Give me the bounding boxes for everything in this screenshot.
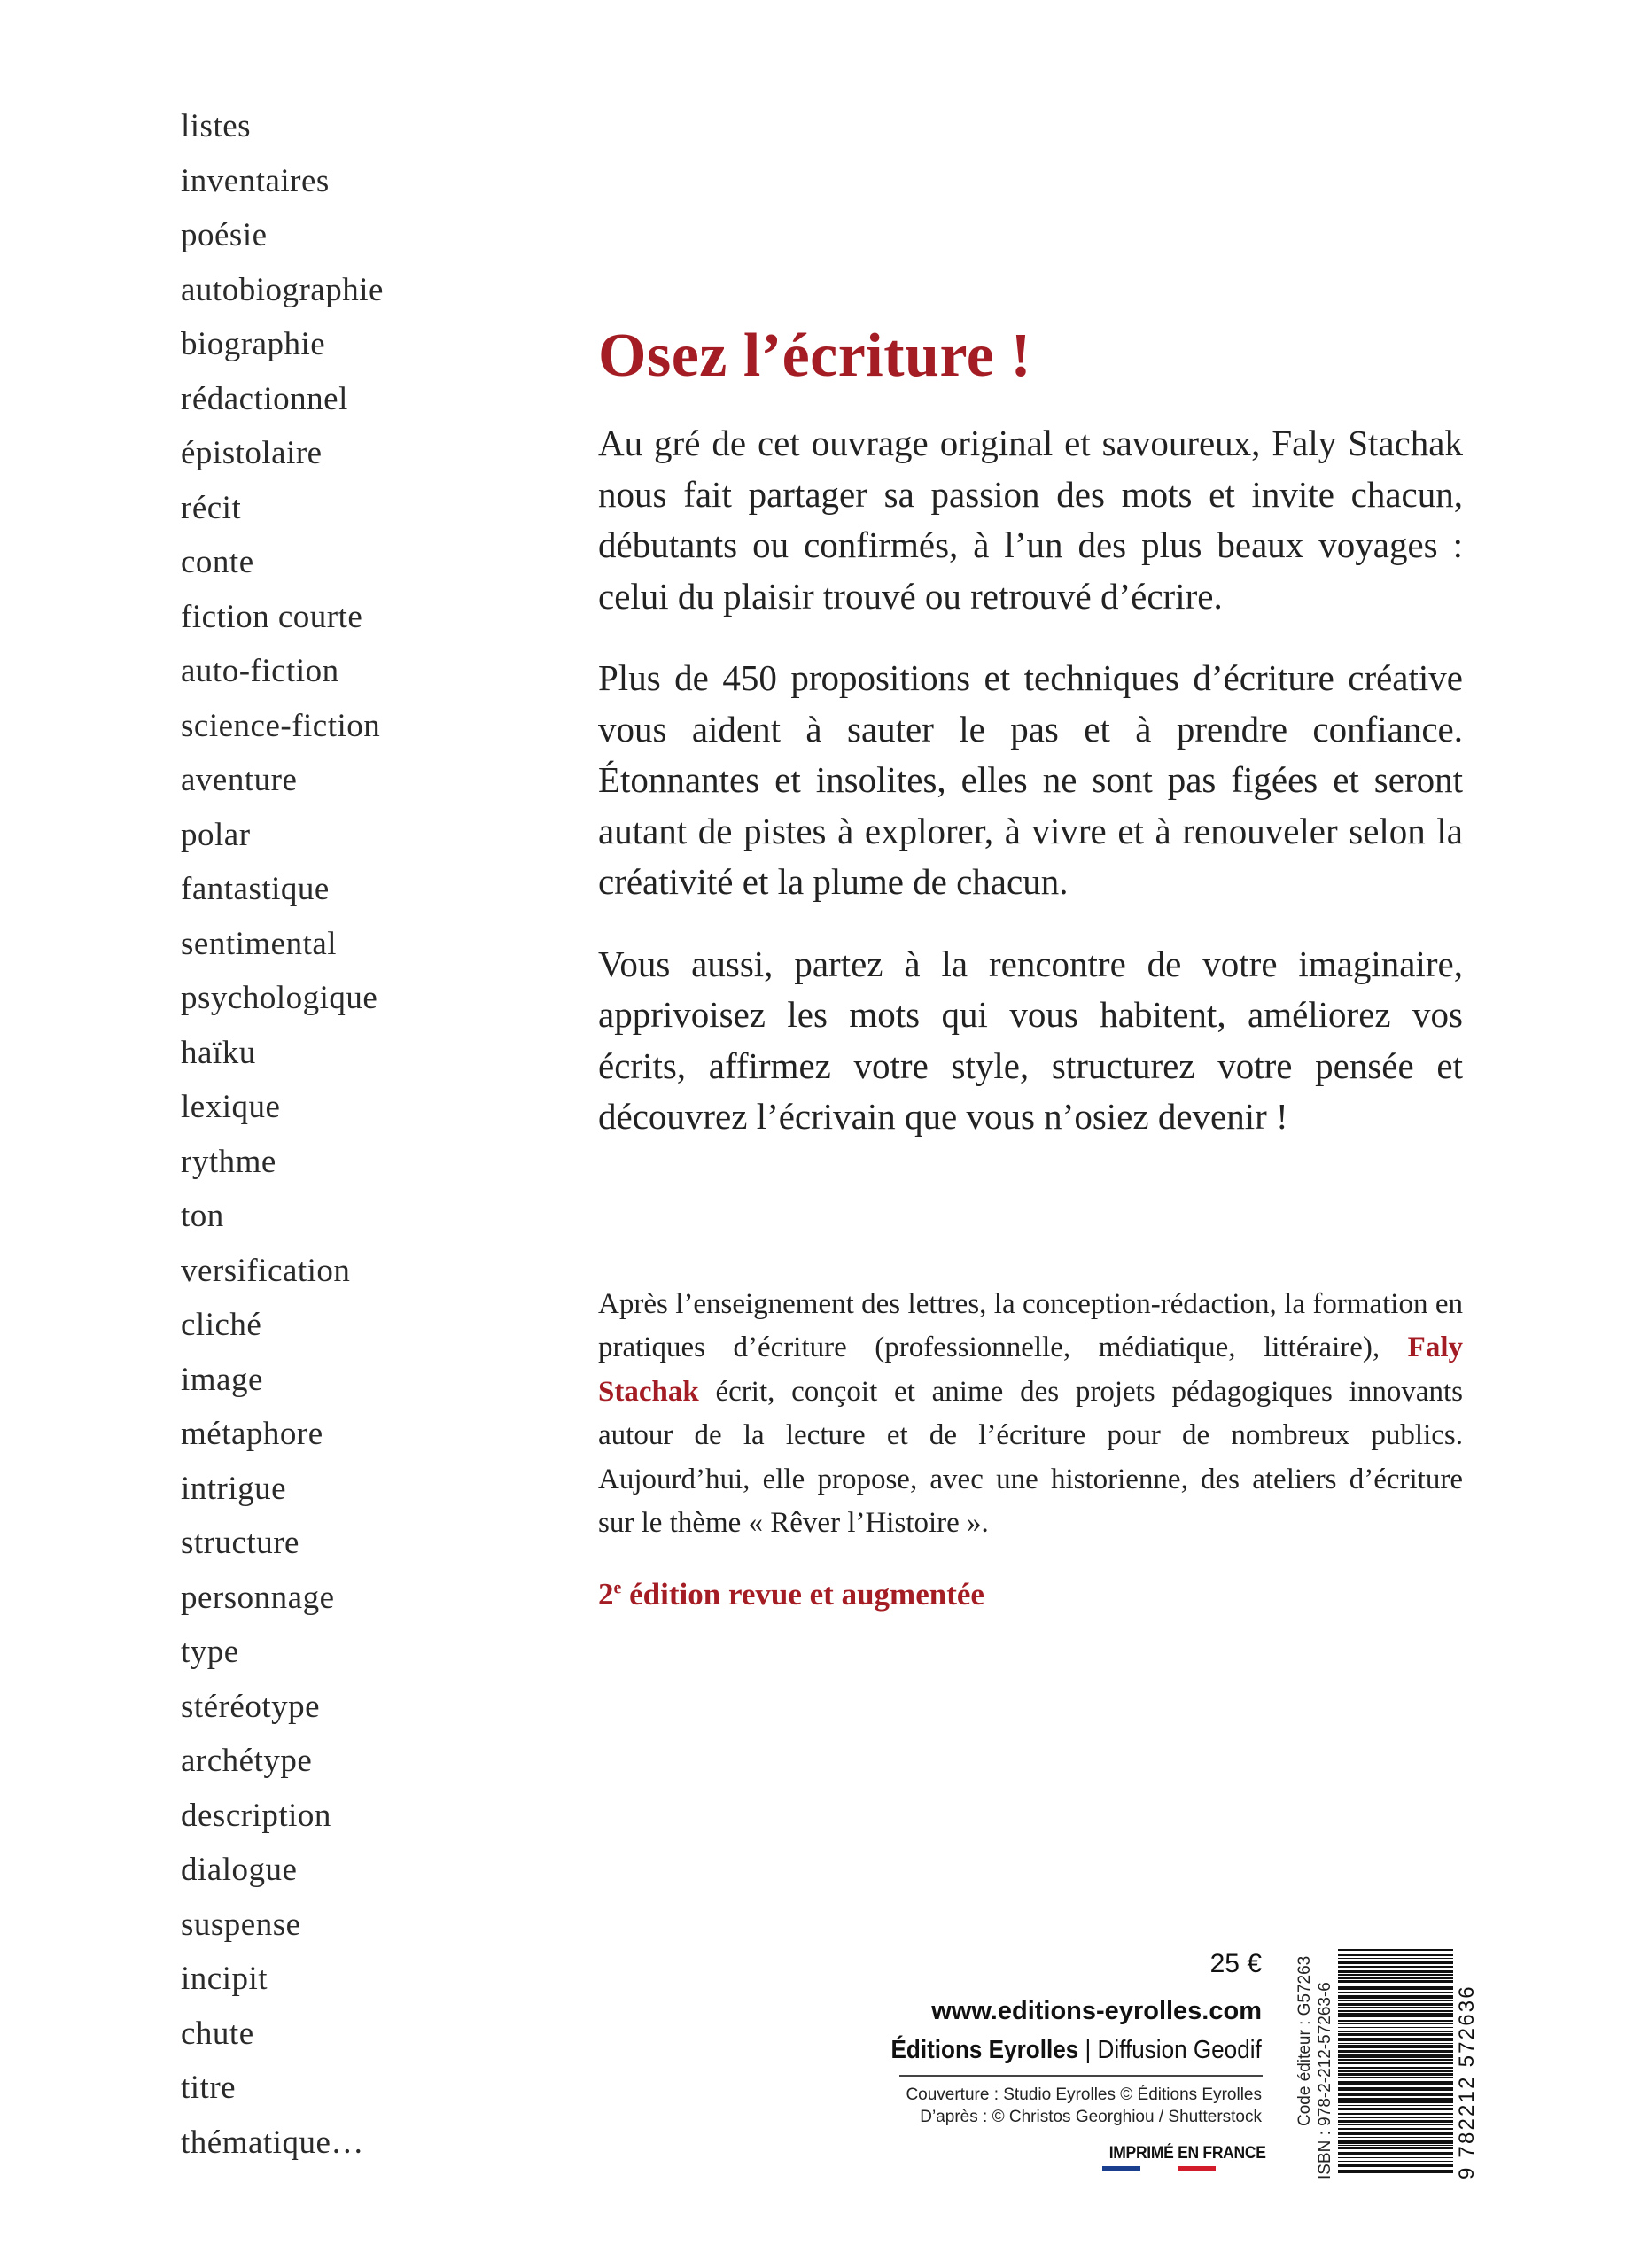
keyword-item: récit: [181, 489, 242, 526]
keyword-item: rythme: [181, 1143, 276, 1180]
keyword-item: conte: [181, 544, 254, 580]
keyword-item: autobiographie: [181, 271, 384, 308]
barcode-bar: [1338, 2070, 1453, 2072]
keyword-item: description: [181, 1797, 331, 1834]
barcode-bar: [1338, 2027, 1453, 2028]
barcode-bar: [1338, 1995, 1453, 1999]
barcode-bar: [1338, 1961, 1453, 1964]
barcode-bar: [1338, 2043, 1453, 2044]
barcode-bar: [1338, 1954, 1453, 1956]
keyword-item: épistolaire: [181, 435, 323, 471]
keyword-item: polar: [181, 816, 251, 853]
keyword-item: métaphore: [181, 1416, 323, 1452]
barcode-bar: [1338, 2045, 1453, 2047]
edition-text: édition revue et augmentée: [621, 1576, 984, 1612]
isbn-label: ISBN : 978-2-212-57263-6: [1316, 1982, 1334, 2179]
flag-white-band: [1140, 2166, 1178, 2171]
publisher-code: Code éditeur : G57263: [1295, 1955, 1314, 2126]
barcode-bar: [1338, 2067, 1453, 2069]
keyword-item: versification: [181, 1252, 351, 1289]
keyword-item: fiction courte: [181, 598, 363, 635]
keyword-item: personnage: [181, 1579, 335, 1616]
barcode-bar: [1338, 2093, 1453, 2096]
barcode-bar: [1338, 2087, 1453, 2091]
barcode-bar: [1338, 1966, 1453, 1968]
barcode-bar: [1338, 1980, 1453, 1983]
barcode-bar: [1338, 2033, 1453, 2036]
bio-text-after: écrit, conçoit et anime des projets pédagogiques innovants autour de la lecture et de l’écriture pour de nombreux publics. Aujourd’hui, elle propose, avec une historienne, des ateliers d’écriture sur le thème « Rêver l’Histoire ».: [598, 1375, 1463, 1539]
barcode-bar: [1338, 2128, 1453, 2130]
french-flag-icon: [1102, 2166, 1216, 2171]
keyword-item: chute: [181, 2015, 254, 2052]
barcode-bar: [1338, 2145, 1453, 2146]
publisher-separator: |: [1078, 2036, 1098, 2064]
keyword-item: cliché: [181, 1307, 262, 1343]
barcode-bar: [1338, 2147, 1453, 2149]
distributor-name: Diffusion Geodif: [1097, 2036, 1262, 2064]
barcode-bar: [1338, 2003, 1453, 2006]
barcode-bar: [1338, 2117, 1453, 2118]
credit-line-2: D’après : © Christos Georghiou / Shutterstock: [920, 2108, 1262, 2126]
price: 25 €: [1209, 1949, 1262, 1978]
keyword-item: fantastique: [181, 871, 330, 907]
author-name: Faly Stachak: [598, 1332, 1463, 1408]
keyword-item: sentimental: [181, 925, 338, 962]
barcode-bar: [1338, 1974, 1453, 1976]
publisher-website: www.editions-eyrolles.com: [931, 1997, 1262, 2025]
barcode-bar: [1338, 2164, 1453, 2167]
keyword-item: suspense: [181, 1906, 301, 1943]
barcode-bar: [1338, 1970, 1453, 1973]
keyword-item: haïku: [181, 1034, 256, 1071]
keyword-item: titre: [181, 2070, 237, 2106]
cover-credits: [906, 2084, 1262, 2128]
blurb-paragraph-1: Au gré de cet ouvrage original et savoureux, Faly Stachak nous fait partager sa passion des mots et invite chacun, débutants ou confirmés, à l’un des plus beaux voyages : celui du plaisir trouvé ou retrouvé d’écrire.: [598, 423, 1463, 617]
keyword-item: rédactionnel: [181, 380, 348, 417]
printed-in-label: IMPRIMÉ EN FRANCE: [1108, 2144, 1266, 2163]
bio-text-before: Après l’enseignement des lettres, la conception-rédaction, la formation en pratiques d’écriture (professionnelle, médiatique, littéraire),: [598, 1287, 1463, 1363]
barcode-bar: [1338, 2140, 1453, 2144]
keyword-item: incipit: [181, 1961, 268, 1997]
keyword-item: thématique…: [181, 2124, 364, 2161]
keyword-item: archétype: [181, 1743, 313, 1779]
keyword-item: structure: [181, 1525, 299, 1561]
barcode-bar: [1338, 2020, 1453, 2022]
publisher-line: [891, 2036, 1262, 2065]
barcode-bar: [1338, 2013, 1453, 2016]
barcode-bar: [1338, 2054, 1453, 2058]
edition-suffix: e: [613, 1577, 622, 1597]
barcode-bar: [1338, 1977, 1453, 1979]
barcode-digits: 9 782212 572636: [1455, 1984, 1479, 2179]
barcode-bar: [1338, 2038, 1453, 2041]
credits-divider: [899, 2075, 1263, 2077]
barcode-bar: [1338, 1986, 1453, 1990]
barcode-bar: [1338, 1984, 1453, 1985]
barcode-bar: [1338, 2132, 1453, 2135]
keyword-item: inventaires: [181, 162, 330, 199]
keyword-item: listes: [181, 108, 252, 144]
barcode-bar: [1338, 2047, 1453, 2048]
barcode-bar: [1338, 2016, 1453, 2017]
barcode-bar: [1338, 2023, 1453, 2024]
barcode-bar: [1338, 1992, 1453, 1993]
keyword-item: aventure: [181, 762, 298, 798]
barcode-icon: [1338, 1949, 1453, 2174]
barcode-bar: [1338, 2105, 1453, 2106]
keyword-item: auto-fiction: [181, 653, 339, 689]
keyword-item: science-fiction: [181, 707, 381, 744]
author-bio: [598, 1283, 1463, 1546]
credit-line-1: Couverture : Studio Eyrolles © Éditions Eyrolles: [906, 2085, 1262, 2104]
flag-red-band: [1178, 2166, 1216, 2171]
barcode-bar: [1338, 2073, 1453, 2076]
barcode-bar: [1338, 2101, 1453, 2103]
barcode-bar: [1338, 2120, 1453, 2123]
barcode-bar: [1338, 2081, 1453, 2085]
barcode-bar: [1338, 2031, 1453, 2032]
keyword-item: dialogue: [181, 1852, 298, 1888]
keyword-item: type: [181, 1634, 239, 1670]
main-column: [598, 319, 1463, 1617]
keyword-item: ton: [181, 1198, 224, 1234]
keyword-list: [181, 99, 384, 2170]
keyword-item: psychologique: [181, 980, 378, 1016]
keyword-item: intrigue: [181, 1470, 287, 1507]
edition-number: 2: [598, 1576, 614, 1612]
keyword-item: poésie: [181, 217, 268, 253]
barcode-bar: [1338, 1949, 1453, 1951]
blurb-paragraph-2: Plus de 450 propositions et techniques d’écriture créative vous aident à sauter le pas et à prendre confiance. Étonnantes et insolites, elles ne sont pas figées et seront autant de pistes à explorer, à vivre et à renouveler selon la créativité et la plume de chacun.: [598, 657, 1463, 902]
headline: Osez l’écriture !: [598, 322, 1032, 390]
keyword-item: image: [181, 1361, 263, 1398]
blurb-paragraph-3: Vous aussi, partez à la rencontre de votre imaginaire, apprivoisez les mots qui vous habitent, améliorez vos écrits, affirmez votre style, structurez votre pensée et découvrez l’écrivain que vous n’osiez devenir !: [598, 943, 1463, 1137]
barcode-bar: [1338, 2170, 1453, 2173]
flag-blue-band: [1102, 2166, 1140, 2171]
barcode-bar: [1338, 2161, 1453, 2162]
publisher-name: Éditions Eyrolles: [890, 2036, 1079, 2064]
barcode-bar: [1338, 2137, 1453, 2138]
barcode-bar: [1338, 2124, 1453, 2125]
barcode-bar: [1338, 2108, 1453, 2110]
barcode-bar: [1338, 2059, 1453, 2061]
edition-note: [598, 1573, 1463, 1617]
barcode-bar: [1338, 1958, 1453, 1959]
barcode-bar: [1338, 2098, 1453, 2101]
barcode-bar: [1338, 2113, 1453, 2115]
keyword-item: stéréotype: [181, 1688, 321, 1725]
printed-in-france-badge: [1102, 2144, 1266, 2171]
barcode-bar: [1338, 2050, 1453, 2053]
barcode-bar: [1338, 2152, 1453, 2155]
keyword-item: biographie: [181, 326, 326, 362]
blurb: [598, 418, 1463, 1143]
barcode-bar: [1338, 2000, 1453, 2001]
barcode-bar: [1338, 2010, 1453, 2012]
keyword-item: lexique: [181, 1089, 281, 1125]
barcode-bar: [1338, 2157, 1453, 2158]
barcode-bar: [1338, 2007, 1453, 2008]
barcode-bar: [1338, 2062, 1453, 2064]
barcode-bar: [1338, 2077, 1453, 2078]
